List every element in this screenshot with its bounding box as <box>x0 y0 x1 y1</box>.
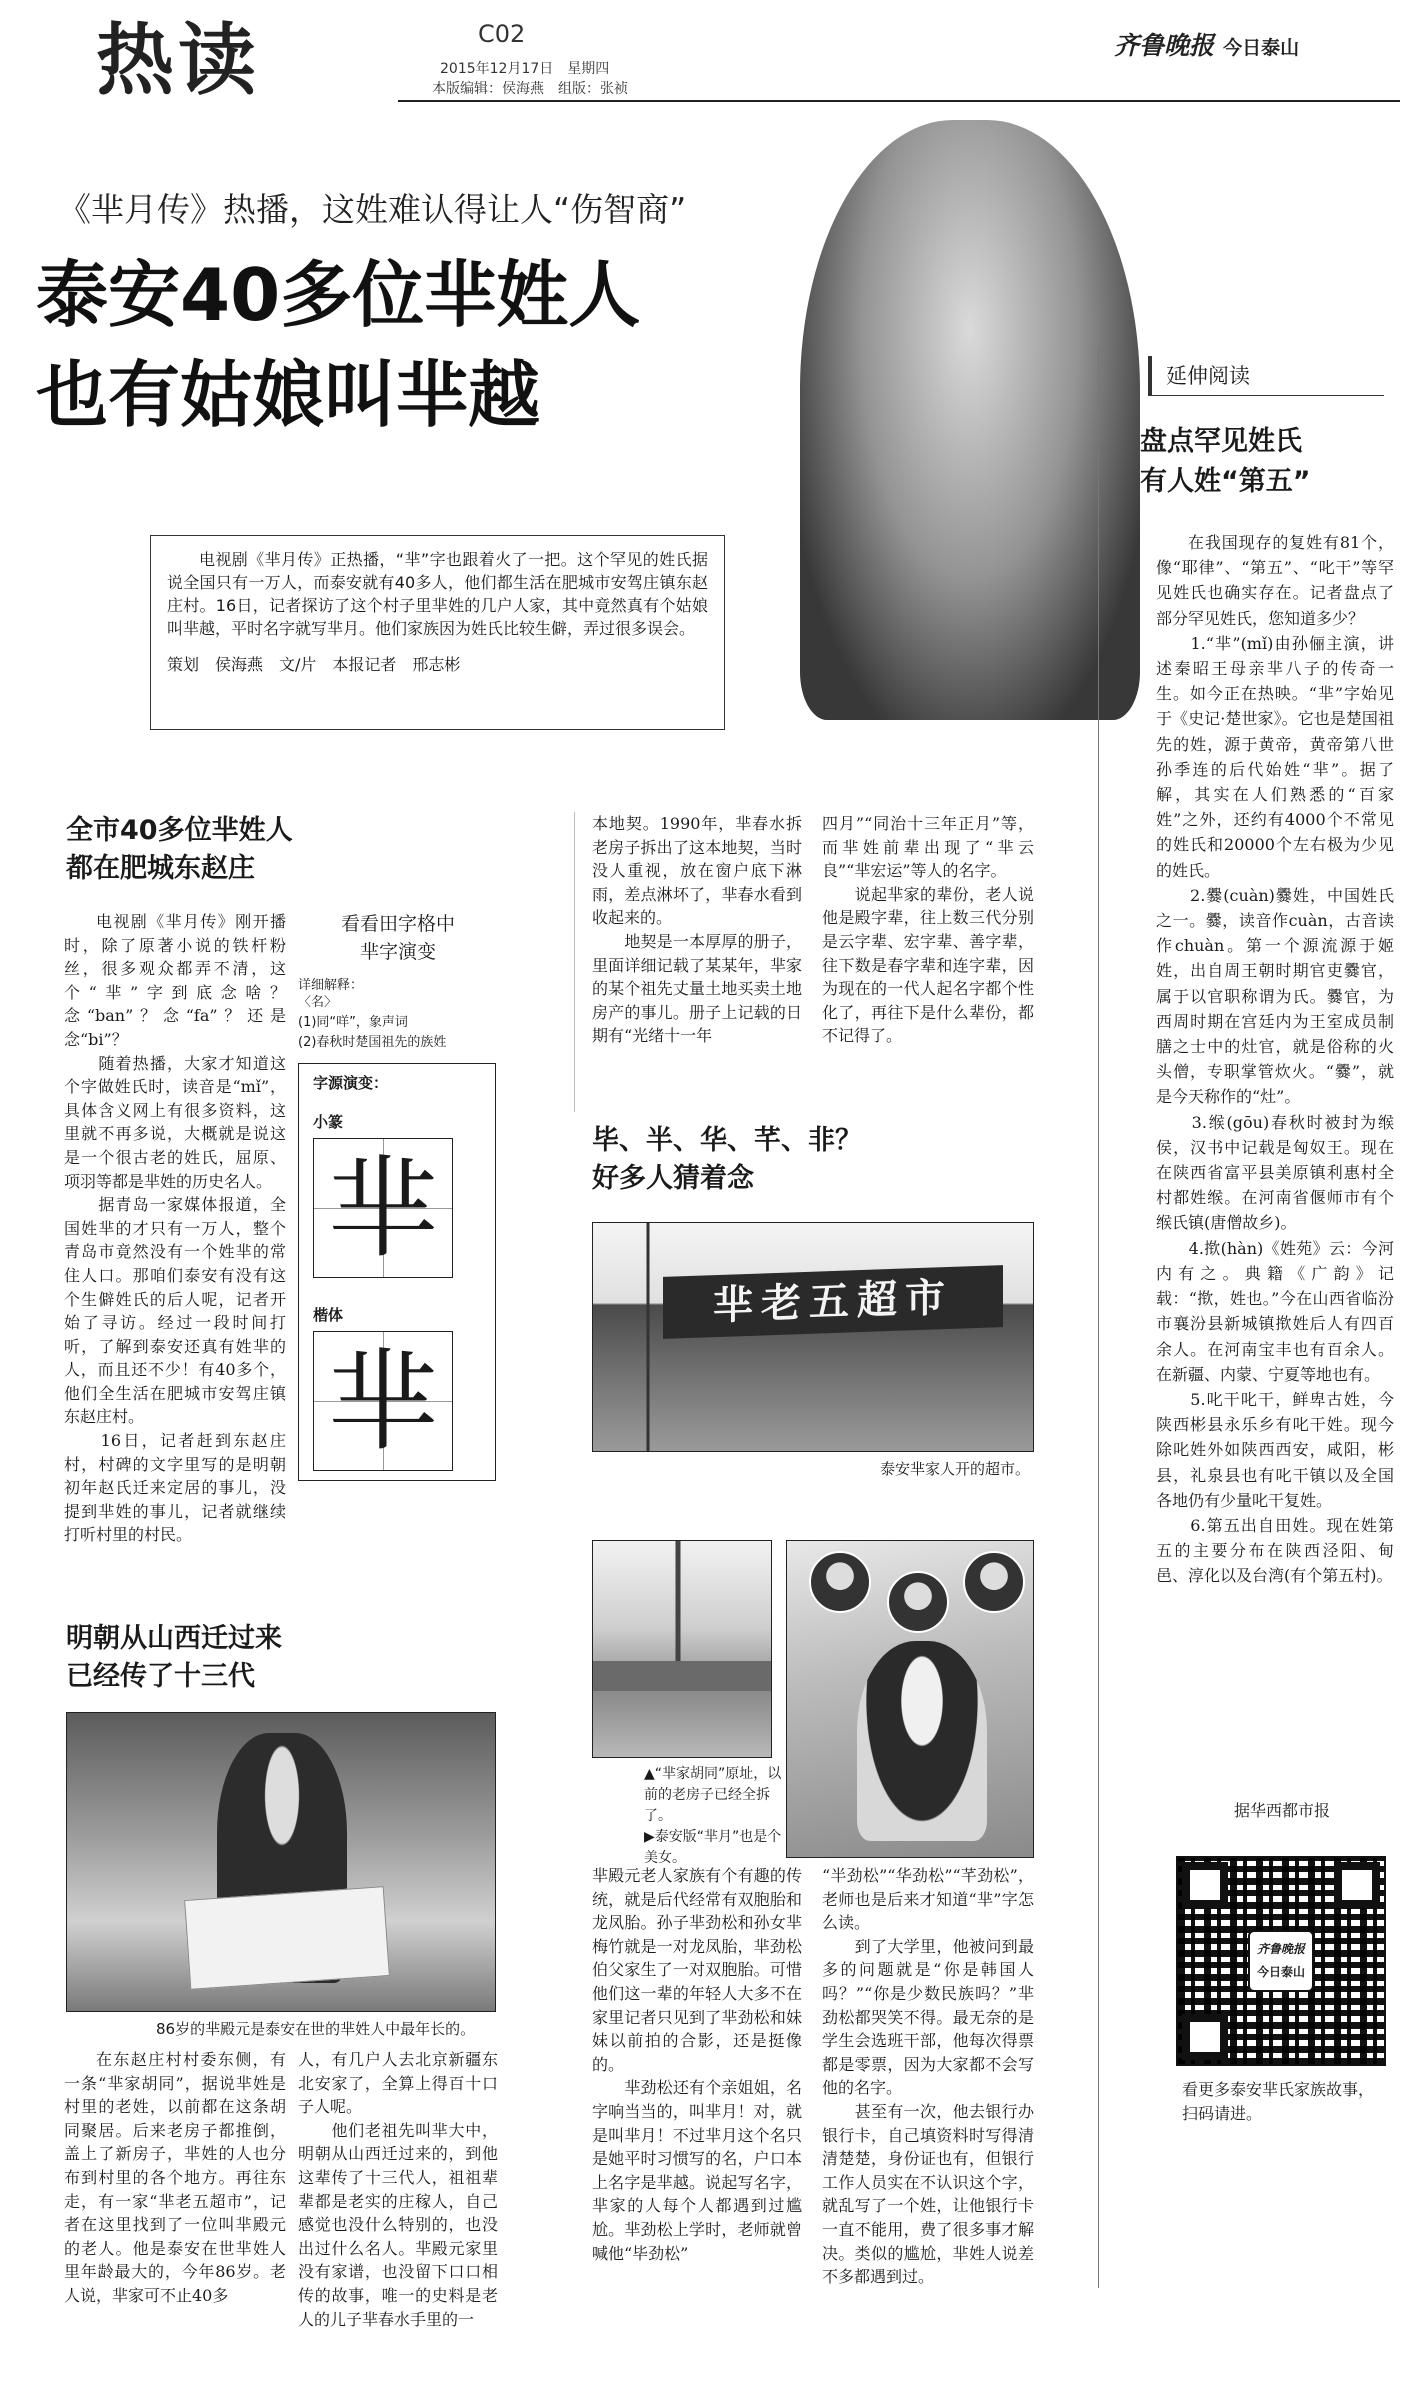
header-rule <box>398 100 1400 102</box>
actress-photo <box>800 120 1140 720</box>
qr-center-badge <box>1248 1930 1314 1992</box>
glyph-box-title: 看看田字格中 芈字演变 <box>340 913 455 963</box>
section1-title: 全市40多位芈姓人 都在肥城东赵庄 <box>66 815 293 884</box>
sidebar-title: 盘点罕见姓氏 有人姓“第五” <box>1140 426 1311 497</box>
glyph-meaning-label: 详细解释： <box>298 978 364 993</box>
qr-code[interactable] <box>1176 1856 1386 2066</box>
section1-text: 电视剧《芈月传》刚开播时，除了原著小说的铁杆粉丝，很多观众都弄不清，这个“芈”字到底念啥？念“ban”？念“fa”？还是念“bi”？ 随着热播，大家才知道这个字做姓氏时，读音是“mǐ”，具体含义网上有很多资料，这里就不再多说，大概就是说这是一个很古老的姓氏，屈原、项羽等都是芈姓的历史名人。 据青岛一家媒体报道，全国姓芈的才只有一万人，整个青岛市竟然没有一个姓芈的常住人口。那咱们泰安有没有这个生僻姓氏的后人呢，记者开始了寻访。经过一段时间打听，了解到泰安还真有姓芈的人，而且还不少！有40多个，他们全生活在肥城市安驾庄镇东赵庄村。 16日，记者赶到东赵庄村，村碑的文字里写的是明朝初年赵氏迁来定居的事儿，没提到芈姓的事儿，记者就继续打听村里的村民。 <box>64 912 286 1545</box>
portrait-photo <box>786 1540 1034 1858</box>
headline-line1: 泰安40多位芈姓人 <box>36 253 641 337</box>
headline-kicker: 《芈月传》热播，这姓难认得让人“伤智商” <box>58 190 687 229</box>
store-sign-text: 芈老五超市 <box>713 1274 953 1330</box>
portrait-main <box>857 1641 987 1841</box>
glyph-kai-char: 芈 <box>328 1338 438 1466</box>
section2-title: 明朝从山西迁过来 已经传了十三代 <box>66 1623 282 1692</box>
lead-text: 电视剧《芈月传》正热播，“芈”字也跟着火了一把。这个罕见的姓氏据说全国只有一万人，而泰安就有40多人，他们都生活在肥城市安驾庄镇东赵庄村。16日，记者探访了这个村子里芈姓的几户人家，其中竟然真有个姑娘叫芈越，平时名字就写芈月。他们家族因为姓氏比较生僻，弄过很多误会。 <box>167 550 708 638</box>
store-tree <box>633 1223 663 1452</box>
glyph-grid-1 <box>313 1138 453 1278</box>
mid-separator <box>574 812 575 1112</box>
qr-finder-tr <box>1334 1862 1380 1908</box>
qr-badge-sub: 今日泰山 <box>1256 1965 1305 1979</box>
headline-line2: 也有姑娘叫芈越 <box>36 353 541 437</box>
glyph-meaning: 〈名〉 (1)同“咩”，象声词 (2)春秋时楚国祖先的族姓 <box>298 995 447 1050</box>
lead-byline: 策划 侯海燕 文/片 本报记者 邢志彬 <box>167 655 461 674</box>
hutong-photo <box>592 1540 772 1758</box>
store-caption: 泰安芈家人开的超市。 <box>880 1460 1031 1478</box>
page-header <box>0 0 1409 140</box>
deed-document <box>184 1886 390 1990</box>
lead-box <box>150 535 725 730</box>
qr-badge-brand: 齐鲁晚报 <box>1256 1942 1305 1956</box>
qr-finder-tl <box>1182 1862 1228 1908</box>
hutong-wall <box>593 1661 772 1691</box>
qr-finder-bl <box>1182 2014 1228 2060</box>
sidebar-tag-text: 延伸阅读 <box>1166 364 1250 388</box>
qr-caption: 看更多泰安芈氏家族故事，扫码请进。 <box>1182 2080 1375 2123</box>
middle-text-c1: 本地契。1990年，芈春水拆老房子拆出了这本地契，当时没人重视，放在窗户底下淋雨，差点淋坏了，芈春水看到收起来的。 地契是一本厚厚的册子，里面详细记载了某某年，芈家的某个祖先丈量土地买卖土地房产的事儿。册子上记载的日期有“光绪十一年 <box>592 814 802 1046</box>
sidebar-tag <box>1148 356 1384 396</box>
store-photo <box>592 1222 1034 1452</box>
glyph-grid-2 <box>313 1331 453 1471</box>
masthead <box>1114 26 1299 62</box>
glyph-evolution-label: 字源演变： <box>313 1074 389 1092</box>
glyph-style2-label: 楷体 <box>313 1306 344 1324</box>
middle-text-d2: “半劲松”“华劲松”“芊劲松”，老师也是后来才知道“芈”字怎么读。 到了大学里，他被问到最多的问题就是“你是韩国人吗？”“你是少数民族吗？”芈劲松都哭笑不得。最无奈的是学生会选班干部，他每次得票都是零票，因为大家都不会写他的名字。 甚至有一次，他去银行办银行卡，自己填资料时写得清清楚楚，身份证也有，但银行工作人员实在不认识这个字，就乱写了一个姓，让他银行卡一直不能用，费了很多事才解决。类似的尴尬，芈姓人说差不多都遇到过。 <box>822 1866 1034 2287</box>
masthead-sub: 今日泰山 <box>1223 37 1300 59</box>
store-sign <box>663 1265 1003 1339</box>
page-editors: 本版编辑：侯海燕 组版：张祯 <box>432 81 628 97</box>
sidebar-text: 在我国现存的复姓有81个，像“耶律”、“第五”、“叱干”等罕见姓氏也确实存在。记者盘点了部分罕见姓氏，您知道多少？ 1.“芈”(mǐ)由孙俪主演，讲述秦昭王母亲芈八子的传奇一生。如今正在热映。“芈”字始见于《史记·楚世家》。它也是楚国祖先的姓，源于黄帝，黄帝第八世孙季连的后代始姓“芈”。据了解，其实在人们熟悉的“百家姓”之外，还约有4000个不常见的姓氏和20000个左右极为少见的姓氏。 2.爨(cuàn)爨姓，中国姓氏之一。爨，读音作cuàn，古音读作chuàn。第一个源流源于姬姓，出自周王朝时期官吏爨官，属于以官职称谓为氏。爨官，为西周时期在宫廷内为王室成员制膳之士中的灶官，就是俗称的火头僧，专职掌管炊火。“爨”，就是今天称作的“灶”。 3.缑(gōu)春秋时被封为缑侯，汉书中记载是匈奴王。现在在陕西省富平县美原镇利惠村全村都姓缑。在河南省偃师市有个缑氏镇(唐僧故乡)。 4.揿(hàn)《姓苑》云：今河内有之。典籍《广韵》记载：“揿，姓也。”今在山西省临汾市襄汾县新城镇揿姓后人有四百余人。在河南宝丰也有百余人。在新疆、内蒙、宁夏等地也有。 5.叱干叱干，鲜卑古姓，今陕西彬县永乐乡有叱干姓。现今除叱姓外如陕西西安，咸阳，彬县，礼泉县也有叱干镇以及全国各地仍有少量叱干复姓。 6.第五出自田姓。现在姓第五的主要分布在陕西泾阳、甸邑、淳化以及台湾(有个第五村)。 <box>1156 533 1394 1586</box>
middle-text-d1: 芈殿元老人家族有个有趣的传统，就是后代经常有双胞胎和龙凤胎。孙子芈劲松和孙女芈梅竹就是一对龙凤胎，芈劲松伯父家生了一对双胞胎。可惜他们这一辈的年轻人大多不在家里记者只见到了芈劲松和妹妹以前拍的合影，还是挺像的。 芈劲松还有个亲姐姐，名字响当当的，叫芈月！对，就是叫芈月！不过芈月这个名只是她平时习惯写的名，户口本上名字是芈越。说起写名字，芈家的人每个人都遇到过尴尬。芈劲松上学时，老师就曾喊他“毕劲松” <box>592 1866 802 2263</box>
middle-text-c2: 四月”“同治十三年正月”等，而芈姓前辈出现了“芈云良”“芈宏运”等人的名字。 说起芈家的辈份，老人说他是殿字辈，往上数三代分别是云字辈、宏字辈、善字辈，往下数是春字辈和连字辈，因为现在的一代人起名字都个性化了，再往下是什么辈份，都不记得了。 <box>822 814 1034 1046</box>
glyph-seal-char: 芈 <box>328 1145 438 1273</box>
elder-photo <box>66 1712 496 2012</box>
sidebar-source: 据华西都市报 <box>1234 1801 1331 1820</box>
section3-title: 毕、半、华、芊、非？ 好多人猜着念 <box>592 1125 862 1194</box>
portrait-inset-3 <box>963 1551 1025 1613</box>
portrait-inset-1 <box>809 1551 871 1613</box>
page-number: C02 <box>478 20 526 48</box>
sidebar <box>1100 348 1400 2228</box>
glyph-box <box>298 910 498 1500</box>
masthead-brand: 齐鲁晚报 <box>1114 31 1215 60</box>
glyph-frame <box>298 1063 496 1481</box>
section2-text-a: 在东赵庄村村委东侧，有一条“芈家胡同”，据说芈姓是村里的老姓，以前都在这条胡同聚居。后来老房子都推倒，盖上了新房子，芈姓的人也分布到村里的各个地方。再往东走，有一家“芈老五超市”，记者在这里找到了一位叫芈殿元的老人。他是泰安在世芈姓人里年龄最大的，今年86岁。老人说，芈家可不止40多 <box>64 2050 286 2305</box>
elder-photo-caption: 86岁的芈殿元是泰安在世的芈姓人中最年长的。 <box>156 2020 476 2038</box>
column-divider <box>1098 348 1099 2288</box>
section-title: 热读 <box>96 16 261 106</box>
glyph-style1-label: 小篆 <box>313 1113 344 1131</box>
hutong-caption: ▲“芈家胡同”原址，以前的老房子已经全拆了。 ▶泰安版“芈月”也是个美女。 <box>644 1766 782 1866</box>
portrait-inset-2 <box>887 1571 949 1633</box>
section2-text-b: 人，有几户人去北京新疆东北安家了，全算上得百十口子人呢。 他们老祖先叫芈大中，明朝从山西迁过来的，到他这辈传了十三代人，祖祖辈辈都是老实的庄稼人，自己感觉也没什么特别的，也没出过什么名人。芈殿元家里没有家谱，也没留下口口相传的故事，唯一的史料是老人的儿子芈春水手里的一 <box>298 2050 498 2329</box>
page-date: 2015年12月17日 星期四 <box>440 61 610 77</box>
